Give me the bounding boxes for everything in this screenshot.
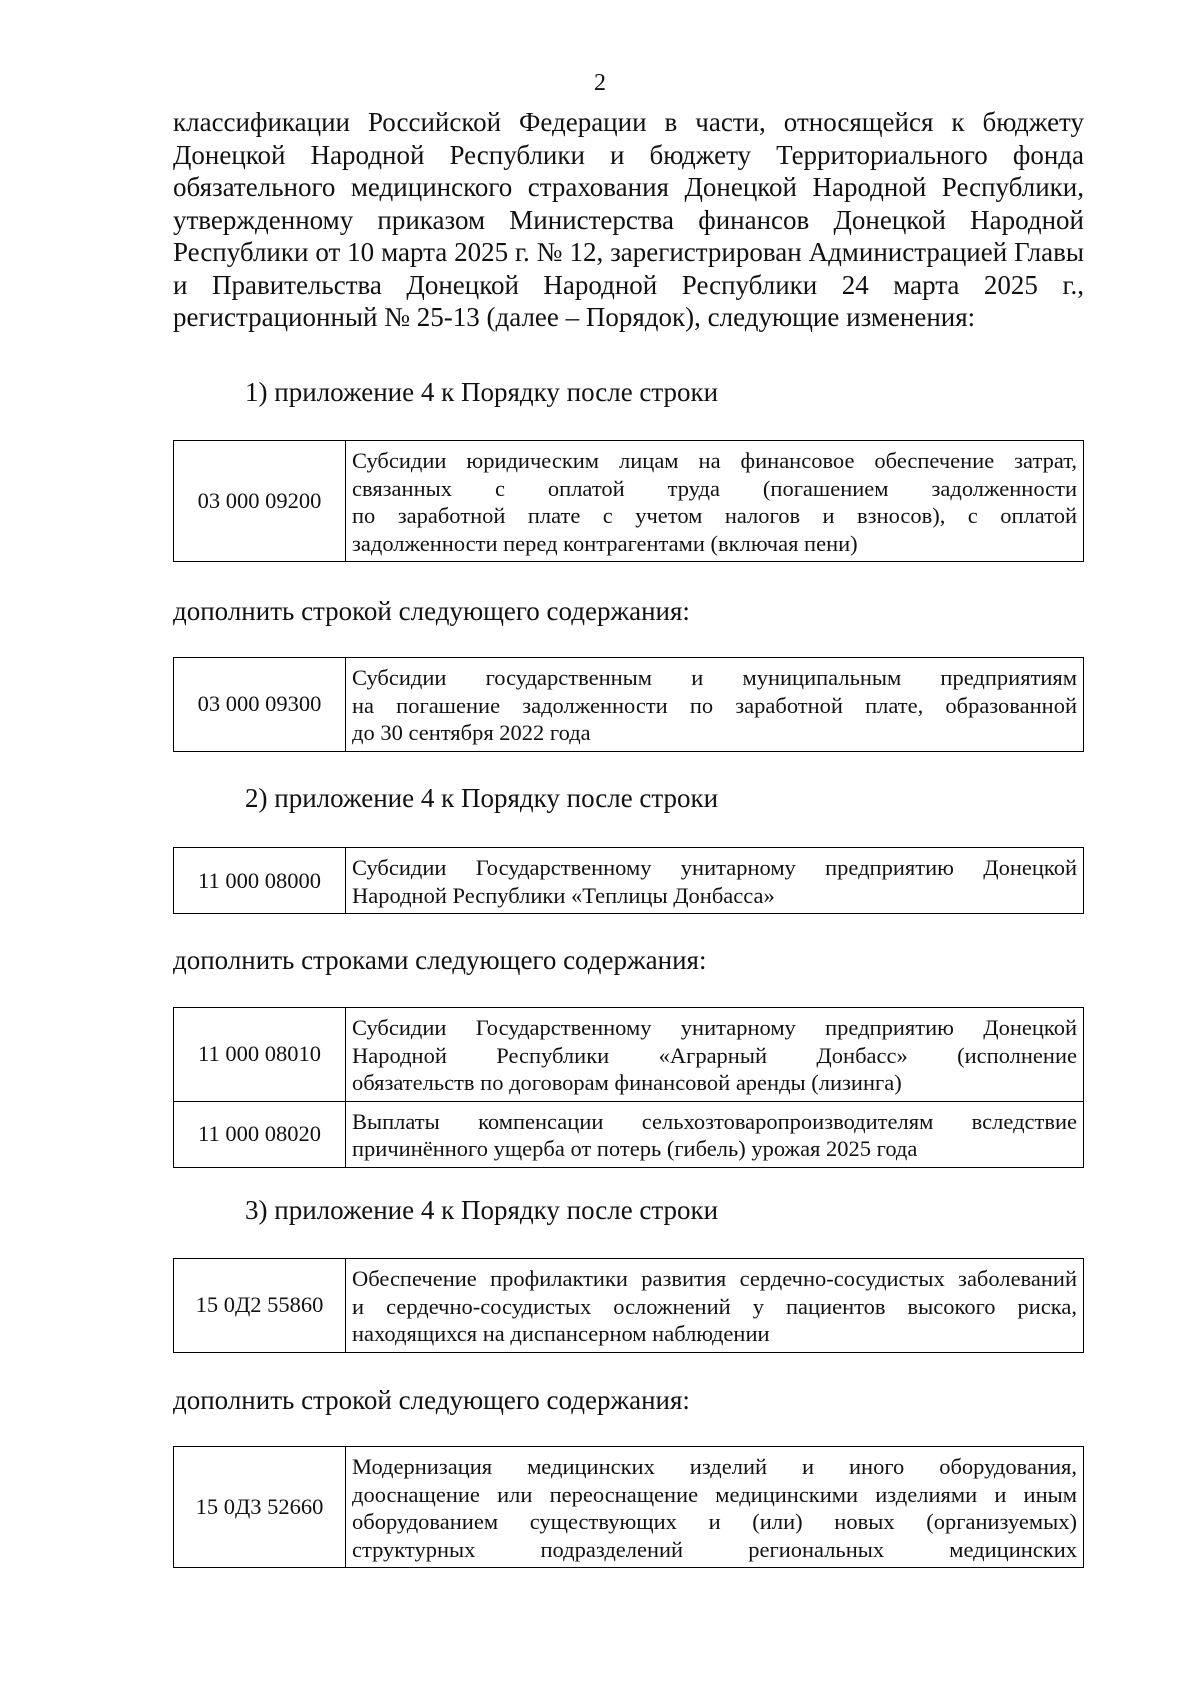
description-line: Субсидии государственным и муниципальным предприятиям bbox=[352, 665, 1077, 690]
description-line: Выплаты компенсации сельхозтоваропроизводителям вследствие bbox=[352, 1108, 1077, 1134]
description-line: причинённого ущерба от потерь (гибель) урожая 2025 года bbox=[352, 1136, 918, 1161]
description-line: на погашение задолженности по заработной плате, образованной bbox=[352, 692, 1077, 718]
budget-description bbox=[346, 1447, 1084, 1568]
description-line: оборудованием существующих и (или) новых (организуемых) bbox=[352, 1509, 1077, 1534]
description-line: структурных подразделений региональных медицинских bbox=[352, 1536, 1077, 1562]
budget-code: 11 000 08000 bbox=[174, 848, 346, 914]
description-line: Обеспечение профилактики развития сердечно-сосудистых заболеваний bbox=[352, 1266, 1077, 1291]
existing-row-table bbox=[173, 1258, 1084, 1353]
description-line: Субсидии Государственному унитарному предприятию Донецкой bbox=[352, 1015, 1077, 1040]
budget-code: 11 000 08010 bbox=[174, 1008, 346, 1102]
add-instruction: дополнить строкой следующего содержания: bbox=[173, 1385, 690, 1415]
paragraph-line: и Правительства Донецкой Народной Республики 24 марта 2025 г., bbox=[173, 269, 1084, 300]
page-number: 2 bbox=[594, 70, 606, 96]
table-row bbox=[174, 658, 1084, 752]
budget-code: 11 000 08020 bbox=[174, 1101, 346, 1167]
description-line: Народной Республики «Аграрный Донбасс» (исполнение bbox=[352, 1042, 1077, 1068]
description-line: связанных с оплатой труда (погашением задолженности bbox=[352, 475, 1077, 501]
description-line: Субсидии юридическим лицам на финансовое обеспечение затрат, bbox=[352, 448, 1077, 473]
description-line: Народной Республики «Теплицы Донбасса» bbox=[352, 882, 775, 908]
section-heading: 2) приложение 4 к Порядку после строки bbox=[245, 783, 719, 813]
section-heading: 3) приложение 4 к Порядку после строки bbox=[245, 1195, 719, 1225]
table-row bbox=[174, 1008, 1084, 1102]
paragraph-line: классификации Российской Федерации в части, относящейся к бюджету bbox=[173, 107, 1084, 137]
description-line: задолженности перед контрагентами (включая пени) bbox=[352, 530, 858, 556]
budget-code: 03 000 09200 bbox=[174, 441, 346, 562]
budget-description bbox=[346, 1101, 1084, 1167]
new-rows-table bbox=[173, 1007, 1084, 1168]
description-line: Субсидии Государственному унитарному предприятию Донецкой bbox=[352, 855, 1077, 880]
description-line: обязательств по договорам финансовой аренды (лизинга) bbox=[352, 1070, 902, 1095]
description-line: по заработной плате с учетом налогов и взносов), с оплатой bbox=[352, 503, 1077, 528]
paragraph-line: утвержденному приказом Министерства финансов Донецкой Народной bbox=[173, 204, 1084, 235]
intro-paragraph bbox=[173, 106, 1084, 334]
existing-row-table bbox=[173, 440, 1084, 562]
paragraph-line: обязательного медицинского страхования Донецкой Народной Республики, bbox=[173, 172, 1084, 202]
section-heading: 1) приложение 4 к Порядку после строки bbox=[245, 377, 719, 407]
budget-description bbox=[346, 441, 1084, 562]
description-line: и сердечно-сосудистых осложнений у пациентов высокого риска, bbox=[352, 1293, 1077, 1319]
existing-row-table bbox=[173, 847, 1084, 914]
paragraph-line: регистрационный № 25-13 (далее – Порядок), следующие изменения: bbox=[173, 302, 976, 332]
table-row bbox=[174, 441, 1084, 562]
table-row bbox=[174, 1101, 1084, 1167]
budget-code: 15 0Д3 52660 bbox=[174, 1447, 346, 1568]
budget-description bbox=[346, 1008, 1084, 1102]
description-line: до 30 сентября 2022 года bbox=[352, 720, 591, 745]
table-row bbox=[174, 1259, 1084, 1353]
budget-description bbox=[346, 1259, 1084, 1353]
new-rows-table bbox=[173, 1446, 1084, 1568]
budget-description bbox=[346, 658, 1084, 752]
add-instruction: дополнить строкой следующего содержания: bbox=[173, 596, 690, 626]
budget-code: 03 000 09300 bbox=[174, 658, 346, 752]
description-line: дооснащение или переоснащение медицинскими изделиями и иным bbox=[352, 1481, 1077, 1507]
paragraph-line: Донецкой Народной Республики и бюджету Территориального фонда bbox=[173, 139, 1084, 170]
add-instruction: дополнить строками следующего содержания: bbox=[173, 945, 707, 975]
budget-description bbox=[346, 848, 1084, 914]
table-row bbox=[174, 848, 1084, 914]
budget-code: 15 0Д2 55860 bbox=[174, 1259, 346, 1353]
paragraph-line: Республики от 10 марта 2025 г. № 12, зарегистрирован Администрацией Главы bbox=[173, 237, 1084, 267]
description-line: находящихся на диспансерном наблюдении bbox=[352, 1321, 770, 1346]
description-line: Модернизация медицинских изделий и иного оборудования, bbox=[352, 1454, 1077, 1479]
new-rows-table bbox=[173, 657, 1084, 752]
table-row bbox=[174, 1447, 1084, 1568]
